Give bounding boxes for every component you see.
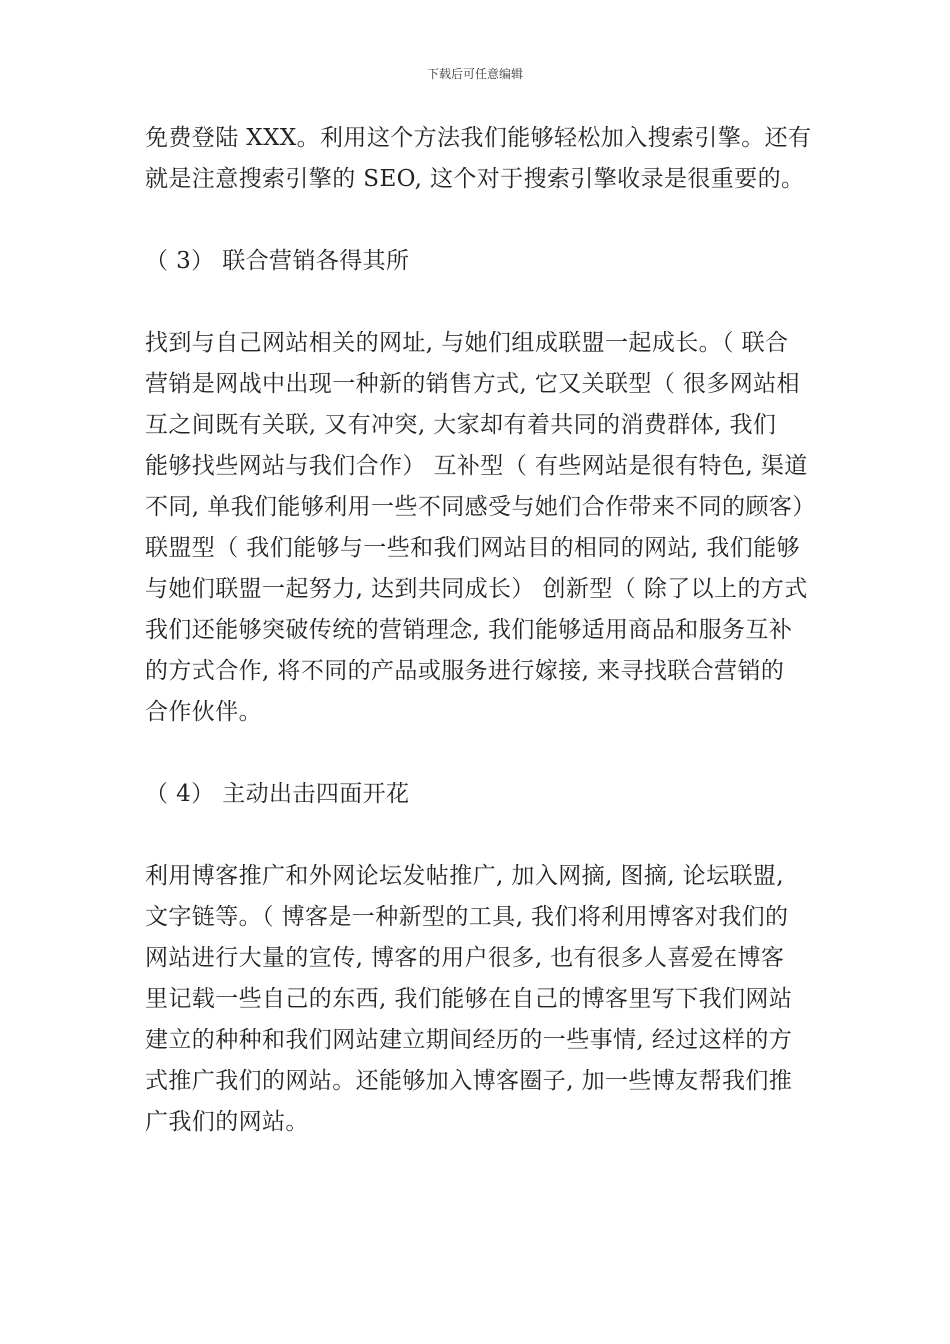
paragraph-spacer bbox=[145, 282, 810, 323]
text-line: 就是注意搜索引擎的 SEO, 这个对于搜索引擎收录是很重要的。 bbox=[145, 166, 805, 192]
paragraph-spacer bbox=[145, 815, 810, 856]
text-line: 文字链等。（ 博客是一种新型的工具, 我们将利用博客对我们的 bbox=[145, 904, 789, 930]
text-line: 的方式合作, 将不同的产品或服务进行嫁接, 来寻找联合营销的 bbox=[145, 658, 785, 684]
text-line: 网站进行大量的宣传, 博客的用户很多, 也有很多人喜爱在博客 bbox=[145, 945, 785, 971]
text-line: 找到与自己网站相关的网址, 与她们组成联盟一起成长。（ 联合 bbox=[145, 330, 789, 356]
paragraph-2 bbox=[145, 323, 816, 733]
text-line: 广我们的网站。 bbox=[145, 1109, 309, 1135]
text-line: 联盟型（ 我们能够与一些和我们网站目的相同的网站, 我们能够 bbox=[145, 535, 800, 561]
section-heading-3: （ 3） 联合营销各得其所 bbox=[145, 248, 410, 274]
paragraph-spacer bbox=[145, 200, 810, 241]
paragraph-spacer bbox=[145, 733, 810, 774]
text-line: 不同, 单我们能够利用一些不同感受与她们合作带来不同的顾客） bbox=[145, 494, 816, 520]
paragraph-1 bbox=[145, 118, 810, 200]
document-body bbox=[145, 118, 816, 1143]
text-line: 我们还能够突破传统的营销理念, 我们能够适用商品和服务互补 bbox=[145, 617, 793, 643]
text-line: 合作伙伴。 bbox=[145, 699, 262, 725]
page-header: 下载后可任意编辑 bbox=[426, 67, 523, 81]
text-line: 能够找些网站与我们合作） 互补型（ 有些网站是很有特色, 渠道 bbox=[145, 453, 808, 479]
text-line: 式推广我们的网站。还能够加入博客圈子, 加一些博友帮我们推 bbox=[145, 1068, 793, 1094]
section-heading-4: （ 4） 主动出击四面开花 bbox=[145, 781, 410, 807]
text-line: 建立的种种和我们网站建立期间经历的一些事情, 经过这样的方 bbox=[145, 1027, 793, 1053]
text-line: 里记载一些自己的东西, 我们能够在自己的博客里写下我们网站 bbox=[145, 986, 793, 1012]
text-line: 与她们联盟一起努力, 达到共同成长） 创新型（ 除了以上的方式 bbox=[145, 576, 808, 602]
text-line: 互之间既有关联, 又有冲突, 大家却有着共同的消费群体, 我们 bbox=[145, 412, 777, 438]
text-line: 免费登陆 XXX。利用这个方法我们能够轻松加入搜索引擎。还有 bbox=[145, 125, 812, 151]
text-line: 营销是网战中出现一种新的销售方式, 它又关联型（ 很多网站相 bbox=[145, 371, 800, 397]
paragraph-3 bbox=[145, 856, 810, 1143]
text-line: 利用博客推广和外网论坛发帖推广, 加入网摘, 图摘, 论坛联盟, bbox=[145, 863, 784, 889]
